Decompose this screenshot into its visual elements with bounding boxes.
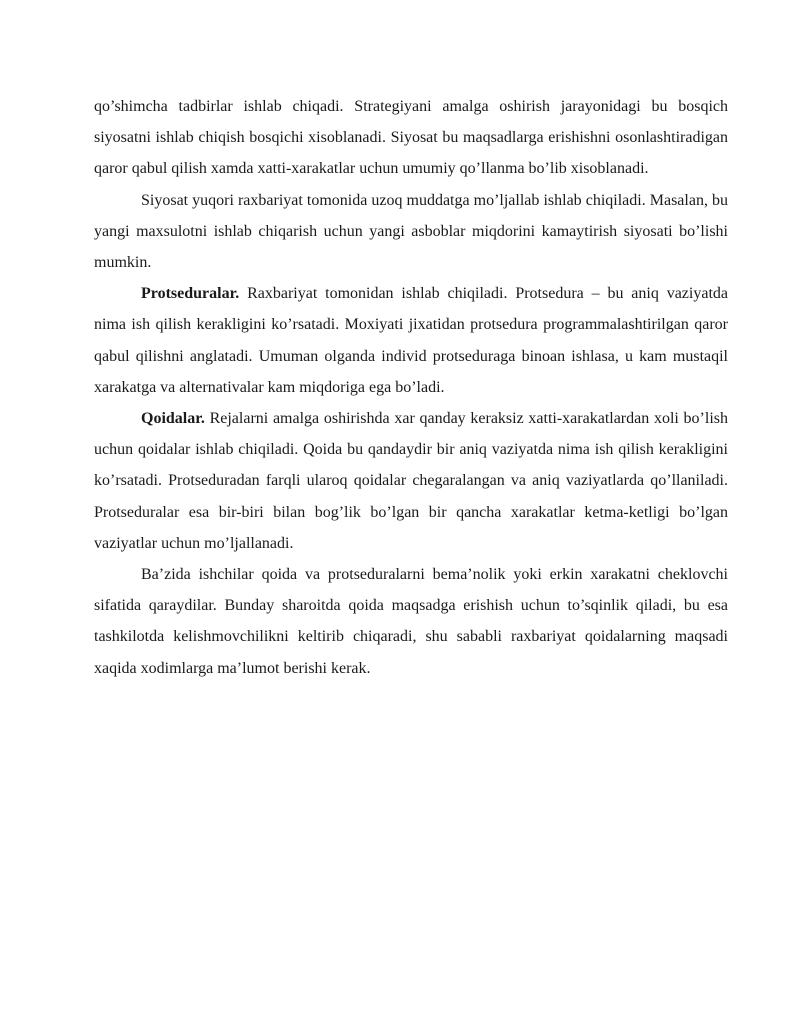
paragraph-5 — [94, 559, 728, 684]
document-body — [94, 91, 728, 684]
paragraph-2-text: Siyosat yuqori raxbariyat tomonida uzoq muddatga mo’ljallab ishlab chiqiladi. Masalan, bu yangi maxsulotni ishlab chiqarish uchun yangi asboblar miqdorini kamaytirish siyosati bo’lishi mumkin. — [94, 191, 728, 272]
paragraph-1-text: qo’shimcha tadbirlar ishlab chiqadi. Strategiyani amalga oshirish jarayonidagi bu bosqich siyosatni ishlab chiqish bosqichi xisoblanadi. Siyosat bu maqsadlarga erishishni osonlashtiradigan qaror qabul qilish xamda xatti-xarakatlar uchun umumiy qo’llanma bo’lib xisoblanadi. — [94, 98, 728, 178]
paragraph-2 — [94, 185, 728, 279]
paragraph-5-text: Ba’zida ishchilar qoida va protseduralarni bema’nolik yoki erkin xarakatni cheklovchi sifatida qaraydilar. Bunday sharoitda qoida maqsadga erishish uchun to’sqinlik qiladi, bu esa tashkilotda kelishmovchilikni keltirib chiqaradi, shu sababli raxbariyat qoidalarning maqsadi xaqida xodimlarga ma’lumot berishi kerak. — [94, 566, 728, 677]
paragraph-3-term: Protseduralar. — [141, 285, 240, 303]
paragraph-4-text: Rejalarni amalga oshirishda xar qanday keraksiz xatti-xarakatlardan xoli bo’lish uchun qoidalar ishlab chiqiladi. Qoida bu qandaydir bir aniq vaziyatda nima ish qilish kerakligini ko’rsatadi. Protseduradan farqli ularoq qoidalar chegaralangan va aniq vaziyatlarda qo’llaniladi. Protseduralar esa bir-biri bilan bog’lik bo’lgan bir qancha xarakatlar ketma-ketligi bo’lgan vaziyatlar uchun mo’ljallanadi. — [94, 410, 728, 552]
paragraph-3-text: Raxbariyat tomonidan ishlab chiqiladi. Protsedura – bu aniq vaziyatda nima ish qilish kerakligini ko’rsatadi. Moxiyati jixatidan protsedura programmalashtirilgan qaror qabul qilishni anglatadi. Umuman olganda individ protseduraga binoan ishlasa, u kam mustaqil xarakatga va alternativalar kam miqdoriga ega bo’ladi. — [94, 285, 728, 396]
paragraph-4 — [94, 403, 728, 559]
paragraph-4-term: Qoidalar. — [141, 410, 205, 428]
paragraph-1 — [94, 91, 728, 185]
paragraph-3 — [94, 278, 728, 403]
